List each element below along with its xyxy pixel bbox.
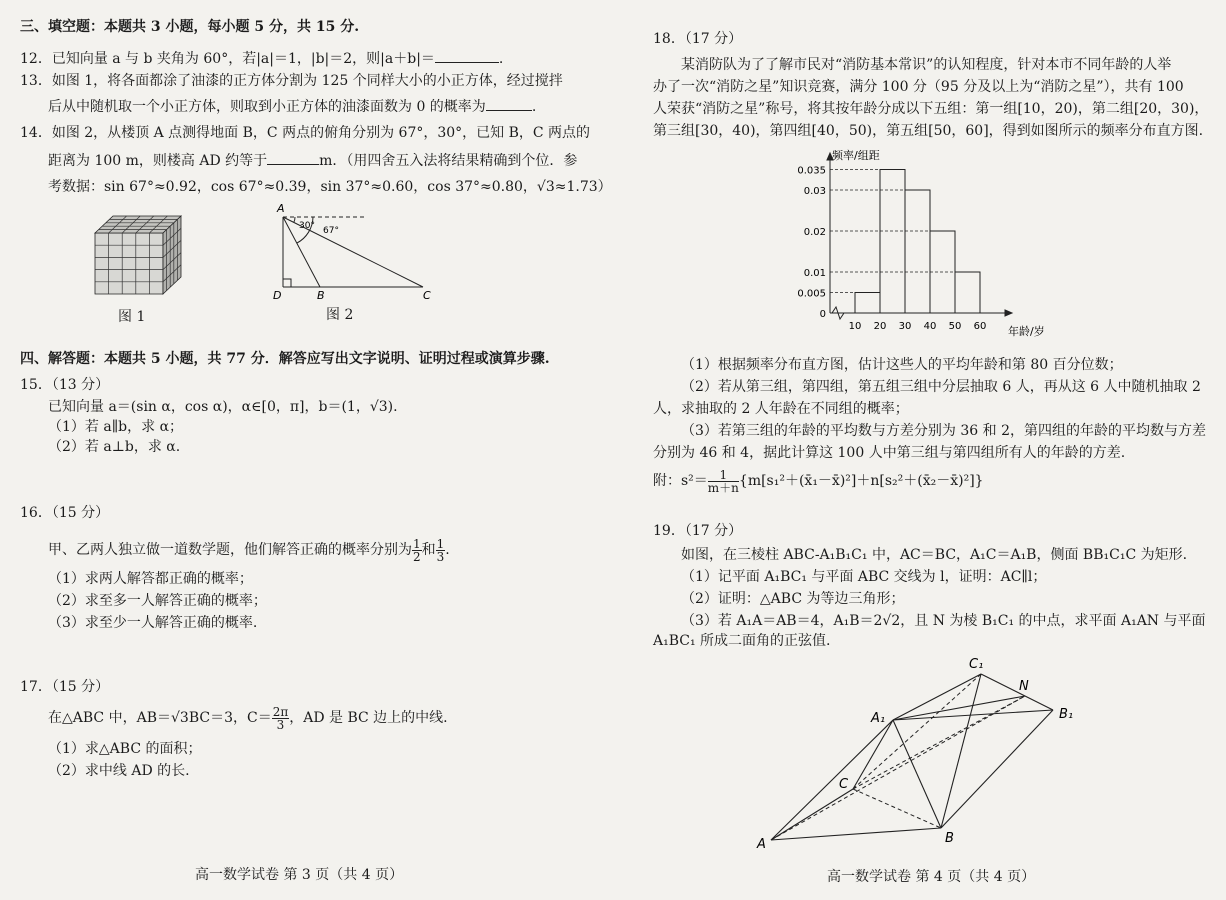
label-A: A — [757, 837, 766, 852]
q16-part2: （2）求至多一人解答正确的概率； — [48, 593, 267, 609]
x-tick-label: 10 — [848, 321, 862, 332]
edge-AA1 — [771, 720, 893, 840]
label-angle-30: 30° — [299, 221, 315, 231]
histogram-y-label: 频率/组距 — [832, 149, 880, 162]
q18-appendix-formula — [653, 466, 984, 496]
figure2-triangle — [265, 195, 445, 305]
q17-fraction: $\frac{2\pi}{3}$ — [272, 704, 289, 732]
label-N: N — [1019, 679, 1029, 694]
q17-part1: （1）求△ABC 的面积； — [48, 741, 202, 757]
q18-line1: 某消防队为了了解市民对“消防基本常识”的认知程度，针对本市不同年龄的人举 — [681, 57, 1172, 73]
edge-C1B1 — [981, 674, 1053, 710]
section4-heading: 四、解答题：本题共 5 小题，共 77 分．解答应写出文字说明、证明过程或演算步骤. — [20, 351, 550, 367]
figure1-cube — [90, 208, 190, 303]
q14-text-cont: m．（用四舍五入法将结果精确到个位．参 — [319, 153, 578, 169]
figure2-label: 图 2 — [326, 307, 354, 323]
label-B1: B₁ — [1059, 707, 1074, 722]
q15-header: 15．（13 分） — [20, 377, 110, 393]
left-footer: 高一数学试卷 第 3 页（共 4 页） — [195, 867, 404, 883]
q13-end: . — [531, 99, 537, 115]
q19-part1: （1）记平面 A₁BC₁ 与平面 ABC 交线为 l，证明：AC∥l； — [681, 569, 1047, 585]
q13-text: 后从中随机取一个小正方体，则取到小正方体的油漆面数为 0 的概率为 — [48, 99, 486, 115]
q17-stem-text-cont: ，AD 是 BC 边上的中线. — [289, 710, 448, 726]
edge-CN-hidden — [853, 696, 1025, 789]
x-tick-label: 60 — [973, 321, 987, 332]
q17-part2: （2）求中线 AD 的长. — [48, 763, 190, 779]
q18-part1: （1）根据频率分布直方图，估计这些人的平均年龄和第 80 百分位数； — [681, 357, 1123, 373]
q17-stem-text: 在△ABC 中，AB＝√3BC＝3，C＝ — [48, 710, 272, 726]
y-tick-label: 0.035 — [797, 165, 826, 177]
label-B: B — [317, 289, 325, 302]
appendix-prefix: 附：s²＝ — [653, 473, 708, 489]
right-footer: 高一数学试卷 第 4 页（共 4 页） — [827, 869, 1036, 885]
q18-part3-line1: （3）若第三组的年龄的平均数与方差分别为 36 和 2，第四组的年龄的平均数与方差 — [681, 423, 1206, 439]
q15-stem: 已知向量 a＝(sin α，cos α)，α∈[0，π]，b＝(1，√3). — [48, 399, 398, 415]
edge-A1B — [893, 720, 941, 828]
y-tick-label: 0.03 — [803, 186, 826, 197]
y-tick-label: 0.005 — [797, 288, 826, 300]
frequency-histogram — [790, 145, 1065, 345]
q16-fraction-1: $\frac{1}{2}$ — [413, 536, 421, 564]
q19-part3-line2: A₁BC₁ 所成二面角的正弦值. — [653, 633, 831, 649]
q15-part1: （1）若 a∥b，求 α； — [48, 419, 184, 435]
label-D: D — [273, 289, 282, 302]
q12-answer-blank[interactable] — [435, 48, 499, 63]
x-tick-label: 30 — [898, 321, 912, 332]
label-A1: A₁ — [871, 711, 886, 726]
q18-line3: 人荣获“消防之星”称号，将其按年龄分成以下五组：第一组[10，20)，第二组[20，30)， — [653, 101, 1209, 117]
x-tick-label: 20 — [873, 321, 887, 332]
q19-header: 19．（17 分） — [653, 523, 743, 539]
q13-line2 — [48, 96, 536, 116]
section3-heading: 三、填空题：本题共 3 小题，每小题 5 分，共 15 分. — [20, 19, 360, 35]
q12-text: 12．已知向量 a 与 b 夹角为 60°，若|a|＝1，|b|＝2，则|a＋b|＝ — [20, 51, 435, 67]
y-tick-label: 0.02 — [803, 227, 826, 238]
q19-stem: 如图，在三棱柱 ABC-A₁B₁C₁ 中，AC＝BC，A₁C＝A₁B，侧面 BB₁C₁C 为矩形. — [681, 547, 1188, 563]
q16-stem-end: . — [445, 542, 450, 558]
label-C1: C₁ — [969, 657, 984, 672]
edge-BC1 — [941, 674, 981, 828]
edge-AC — [771, 789, 853, 840]
edge-A1B1 — [893, 710, 1053, 720]
q14-line1: 14．如图 2，从楼顶 A 点测得地面 B，C 两点的俯角分别为 67°，30°，已知 B，C 两点的 — [20, 125, 591, 141]
q18-header: 18．（17 分） — [653, 31, 743, 47]
q16-header: 16．（15 分） — [20, 505, 110, 521]
y-tick-label: 0 — [819, 309, 826, 320]
q17-header: 17．（15 分） — [20, 679, 110, 695]
y-tick-label: 0.01 — [803, 268, 826, 279]
q19-part2: （2）证明：△ABC 为等边三角形； — [681, 591, 905, 607]
x-tick-label: 50 — [948, 321, 962, 332]
arc-30 — [294, 217, 295, 223]
q14-line2 — [48, 150, 577, 170]
histogram-bar — [905, 190, 930, 313]
q18-part3-line2: 分别为 46 和 4，据此计算这 100 人中第三组与第四组所有人的年龄的方差. — [653, 445, 1126, 461]
q15-part2: （2）若 a⊥b，求 α. — [48, 439, 181, 455]
q16-part1: （1）求两人解答都正确的概率； — [48, 571, 253, 587]
edge-BB1 — [941, 710, 1053, 828]
x-tick-label: 40 — [923, 321, 937, 332]
q18-line2: 办了一次“消防之星”知识竞赛，满分 100 分（95 分及以上为“消防之星”），共有 100 — [653, 79, 1184, 95]
q16-stem-text: 甲、乙两人独立做一道数学题，他们解答正确的概率分别为 — [48, 542, 412, 558]
q16-stem — [48, 536, 450, 564]
label-C: C — [423, 289, 431, 302]
histogram-bar — [855, 293, 880, 314]
q19-part3-line1: （3）若 A₁A＝AB＝4，A₁B＝2√2，且 N 为棱 B₁C₁ 的中点，求平面 A₁AN 与平面 — [681, 613, 1206, 629]
q18-part2-line1: （2）若从第三组，第四组，第五组三组中分层抽取 6 人，再从这 6 人中随机抽取 2 — [681, 379, 1201, 395]
figure1-label: 图 1 — [118, 309, 146, 325]
prism-figure — [753, 652, 1113, 852]
label-A: A — [277, 202, 285, 215]
q14-answer-blank[interactable] — [267, 150, 319, 165]
q18-line4: 第三组[30，40)，第四组[40，50)，第五组[50，60]，得到如图所示的频率分布直方图. — [653, 123, 1204, 139]
appendix-fraction: $\frac{1}{m+n}$ — [707, 467, 739, 495]
label-C: C — [839, 777, 849, 792]
left-page — [0, 0, 610, 900]
label-B: B — [945, 831, 954, 846]
q14-line3: 考数据：sin 67°≈0.92，cos 67°≈0.39，sin 37°≈0.60，cos 37°≈0.80，√3≈1.73） — [48, 179, 612, 195]
q14-text: 距离为 100 m，则楼高 AD 约等于 — [48, 153, 268, 169]
edge-CB-hidden — [853, 789, 941, 828]
q12-end: . — [498, 51, 504, 67]
q17-stem — [48, 704, 448, 732]
right-page — [615, 0, 1226, 900]
q16-stem-and: 和 — [421, 542, 436, 558]
q13-line1: 13．如图 1，将各面都涂了油漆的正方体分割为 125 个同样大小的小正方体，经过搅拌 — [20, 73, 563, 89]
q13-answer-blank[interactable] — [486, 96, 532, 111]
right-angle-mark — [283, 279, 291, 287]
appendix-body: {m[s₁²＋(x̄₁－x̄)²]＋n[s₂²＋(x̄₂－x̄)²]} — [738, 473, 984, 489]
histogram-bar — [955, 272, 980, 313]
q16-part3: （3）求至少一人解答正确的概率. — [48, 615, 258, 631]
q12 — [20, 48, 503, 68]
histogram-x-label: 年龄/岁 — [1008, 325, 1045, 338]
q16-fraction-2: $\frac{1}{3}$ — [436, 536, 445, 564]
x-axis-arrow — [1005, 310, 1012, 316]
edge-AB — [771, 828, 941, 840]
q18-part2-line2: 人，求抽取的 2 人年龄在不同组的概率； — [653, 401, 909, 417]
label-angle-67: 67° — [323, 226, 339, 236]
histogram-bar — [880, 170, 905, 314]
